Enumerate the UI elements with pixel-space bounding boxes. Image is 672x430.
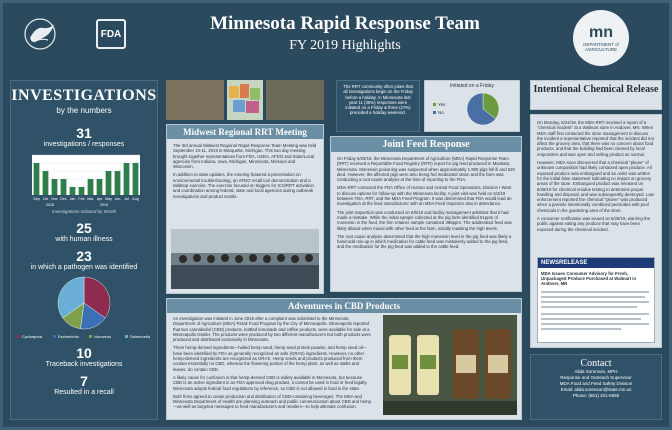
poster-title: Minnesota Rapid Response Team xyxy=(210,13,480,34)
legend-swatch xyxy=(125,335,128,338)
bar xyxy=(34,163,40,195)
mda-logo-mn: mn xyxy=(589,23,613,41)
x-tick-label: Mar xyxy=(87,197,94,201)
bar xyxy=(88,179,94,195)
stat-label: Traceback investigations xyxy=(45,361,123,368)
legend-label: Escherichia xyxy=(58,334,79,339)
stat-number: 23 xyxy=(76,248,92,264)
friday-pie-chart xyxy=(425,89,519,131)
legend-swatch xyxy=(17,335,20,338)
x-tick-label: Jan xyxy=(69,197,76,201)
joint-feed-title: Joint Feed Response xyxy=(331,137,521,152)
bar xyxy=(115,171,121,195)
x-tick-label: Jun xyxy=(114,197,121,201)
stat-label: investigations / responses xyxy=(43,141,125,148)
paragraph: The joint inspection was conducted on 6/6/19 and facility management admitted that it had made a mistake. While the initial sample collected at the pig farm identified 51ppm of monensin in the feed, the firm retainer sample contained 386ppm. The adulterated feed was likely diluted when mixed with other feed at the farm, initially masking the high levels. xyxy=(337,209,512,231)
stat-label: Resulted in a recall xyxy=(54,389,114,396)
icr-title: Intentional Chemical Release xyxy=(530,80,662,110)
paragraph: However, MDA soon discovered that a chemical "plume" of unknown composition had likely contacted open produce. All exposed produce was embargoed and an order was written for the initial false statement indicating no impact on grocery areas of the store. Embargoed product was released on 6/28/19 for chemical residue testing to determine proper handling and disposal, and was subsequently destroyed. Law enforcement reported the chemical "plume" was produced when a juvenile intentionally combined pesticides with pool chemicals in the gardening area of the store. xyxy=(537,160,654,213)
stat-label: in which a pathogen was identified xyxy=(30,264,138,271)
joint-feed-text xyxy=(331,152,521,250)
bar xyxy=(133,163,139,195)
joint-feed-panel xyxy=(330,136,522,292)
stat-number: 31 xyxy=(76,125,92,141)
group-label: 2018 xyxy=(46,203,54,207)
group-photo xyxy=(171,229,319,289)
cbd-text xyxy=(167,313,377,410)
bar xyxy=(106,171,112,195)
midwest-meeting-title: Midwest Regional RRT Meeting xyxy=(167,125,323,139)
bar xyxy=(124,163,130,195)
paragraph: The root cause analysis determined that the high monensin level in the pig feed was likely a hand-add mix-up in which medication for cattle feed was mistakenly added to the pig feed, and the medication for the pig feed was added to the cattle feed. xyxy=(337,233,512,250)
hhs-eagle-logo xyxy=(22,16,62,52)
paragraph: Both firms agreed to cease production and distribution of CBD-containing beverages. The MDA and Minnesota Department of Health are planning outreach and public communication about CBD and hemp—as well as targeted messages to feed manufacturers and retailers—to help alleviate confusion. xyxy=(173,393,372,410)
legend-label: Salmonella xyxy=(130,334,150,339)
poster-subtitle: FY 2019 Highlights xyxy=(289,38,401,53)
bar xyxy=(43,171,49,195)
meeting-photo-presentation xyxy=(266,80,324,120)
cbd-products-photo xyxy=(383,315,517,415)
legend-label: Cyclospora xyxy=(22,334,43,339)
x-tick-label: Aug xyxy=(132,197,139,201)
bar-chart-caption: Investigations Initiated by Month xyxy=(51,209,117,214)
stat-recall xyxy=(11,373,157,396)
paragraph: The 3rd annual Midwest Regional Rapid Response Team Meeting was held September 10-11, 2019 in Marquette, Michigan. This two day meeting brought together representatives from FDA, USDA, AFDO and State/Local agencies from Indiana, Iowa, Michigan, Minnesota, Missouri and Wisconsin. xyxy=(173,143,317,170)
pathogen-pie-chart xyxy=(11,273,157,343)
news-release-label: NEWSRELEASE xyxy=(538,258,654,268)
stat-traceback xyxy=(11,345,157,368)
stat-human-illness xyxy=(11,220,157,243)
stat-investigations xyxy=(11,125,157,148)
legend-swatch xyxy=(433,103,436,106)
news-release-body-lines xyxy=(538,289,654,339)
stat-number: 10 xyxy=(76,345,92,361)
cbd-title: Adventures in CBD Products xyxy=(167,299,521,313)
contact-panel xyxy=(530,354,662,420)
paragraph: On Friday 5/29/19, the Minnesota Department of Agriculture (MDA) Rapid Response Team (RRT) received a Reportable Food Registry (RFR) report for pig feed produced in Mankato, Minnesota. Monensin poisoning was suspected when approximately 1,900 pigs fell ill and 620 died. However, the affected pigs were also being fed medicated ration and the farm was conducting a root cause analysis at the time of reporting to the FDA. xyxy=(337,156,515,183)
stat-number: 25 xyxy=(76,220,92,236)
x-tick-label: Oct xyxy=(42,197,49,201)
bar xyxy=(70,187,76,195)
paragraph: A consumer notification was issued on 6/28/19, warning the public against eating any produce that may have been exposed during the chemical incident. xyxy=(537,216,650,232)
friday-callout xyxy=(336,80,420,132)
fda-logo: FDA xyxy=(96,19,126,49)
legend-swatch xyxy=(53,335,56,338)
midwest-meeting-panel xyxy=(166,124,324,294)
map-icon xyxy=(227,80,263,120)
bar xyxy=(97,179,103,195)
x-tick-label: Feb xyxy=(78,197,85,201)
contact-division: MDA Food and Feed Safety Division xyxy=(559,381,633,386)
bar xyxy=(79,187,85,195)
paragraph: Three hemp-derived ingredients—hulled hemp seed, hemp seed protein powder, and hemp seed oil—have been identified by FDA as generally recognized as safe (GRAS) ingredients. However, no other hemp-derived ingredients are recognized as GRAS. Hemp seeds and products produced from them contain essentially no CBD, whereas the flowering portion of the hemp plant, as well as stalks and leaves, do contain CBD. xyxy=(173,345,367,372)
x-tick-label: Sep xyxy=(33,197,40,201)
legend-label: Norovirus xyxy=(94,334,112,339)
legend-label: No xyxy=(438,110,444,115)
cbd-bottles-image xyxy=(383,315,517,415)
cbd-panel xyxy=(166,298,522,420)
paragraph: MDA RRT contacted the FDA Office of Human and Animal Food Operations, Division I West to discuss options for follow-up with the Minnesota facility. A joint visit was held on 6/3/19 between FDA, RRT, and the MDA Feed Program. It was determined that FDA would lead an investigation at the feed manufacturer with an MDA Feed Inspector also in attendance. xyxy=(337,185,512,207)
paragraph: An investigation was initiated in June 2019 after a complaint was submitted to the Minnesota Department of Agriculture (MDA) Retail Food Program by the City of Minneapolis. Minneapolis reported that two cannabidiol (CBD) products, bottled lemonade and coffee products, were available for sale at a Minneapolis retailer. The products were produced by two different manufacturers but both products were produced and distributed exclusively in Minnesota. xyxy=(173,316,371,343)
x-tick-label: May xyxy=(105,197,112,201)
x-tick-label: Apr xyxy=(96,197,103,201)
mda-logo xyxy=(573,10,629,66)
contact-email[interactable]: Email: alida.sorenson@state.mn.us xyxy=(560,387,632,392)
news-release-headline: MDA Issues Consumer Advisory for Fresh, Unpackaged Produce Purchased at Walmart in Andover, MN xyxy=(541,271,637,286)
group-photo-figures xyxy=(171,229,319,289)
investigations-panel xyxy=(10,80,158,420)
paragraph: On Monday, 6/24/19, the MDA RRT received a report of a "chemical incident" at a Walmart store in Andover, MN. When MDA staff first contacted the store management to discuss the incident a representative reported that the incident did not affect the grocery area, that there was no concern about food products, and that the building had been cleared by local responders and was open and selling product as normal. xyxy=(537,120,654,157)
contact-title: Contact xyxy=(580,358,612,369)
friday-callout-text: The RRT community often jokes that all investigations begin on the Friday before a holiday. In Minnesota last year 11 (35%) responses were initiated on a Friday & three (27%) preceded a holiday weekend. xyxy=(343,84,413,116)
friday-chart-panel xyxy=(424,80,520,132)
stat-pathogen xyxy=(11,248,157,271)
stat-number: 7 xyxy=(80,373,88,389)
legend-swatch xyxy=(433,111,436,114)
midwest-meeting-text xyxy=(167,139,323,199)
x-tick-label: Dec xyxy=(60,197,67,201)
group-label: 2019 xyxy=(100,203,108,207)
midwest-map-image xyxy=(227,80,263,120)
x-tick-label: Nov xyxy=(51,197,58,201)
bar xyxy=(61,179,67,195)
contact-phone: Phone: (651) 201-6555 xyxy=(572,393,620,398)
icr-panel xyxy=(530,114,662,348)
x-tick-label: Jul xyxy=(124,197,129,201)
contact-role: Response and Outreach Supervisor xyxy=(560,375,632,380)
header xyxy=(0,0,672,64)
legend-label: Yes xyxy=(438,102,446,107)
contact-name: Alida Sorenson, MPH xyxy=(574,369,618,374)
stat-label: with human illness xyxy=(55,236,113,243)
investigations-title: INVESTIGATIONS xyxy=(11,87,157,104)
legend-swatch xyxy=(89,335,92,338)
mda-logo-text: DEPARTMENT of AGRICULTURE xyxy=(583,41,619,52)
icr-text xyxy=(531,115,661,232)
paragraph: In addition to state updates, the meeting featured a presentation on environmental troubleshooting, an AFDO recall tool demonstration and a tabletop exercise. The exercise focused on triggers for ICS/RRT activation and coordination among federal, state and local agencies during outbreak investigations and product recalls. xyxy=(173,172,314,199)
friday-chart-title: Initiated on a Friday xyxy=(450,83,494,89)
meeting-photo-room xyxy=(166,80,224,120)
investigations-subtitle: by the numbers xyxy=(56,106,112,115)
paragraph: A likely cause for confusion is that hemp-derived CBD is widely available in Minnesota, but because CBD is an active ingredient in an FDA approved drug product, it cannot be used in food or feed legally. Minnesota adopts federal food regulations by reference, so CBD is not allowed in food in the state. xyxy=(173,374,368,391)
news-release-image xyxy=(537,257,655,343)
monthly-bar-chart xyxy=(24,151,144,209)
bar xyxy=(52,179,58,195)
